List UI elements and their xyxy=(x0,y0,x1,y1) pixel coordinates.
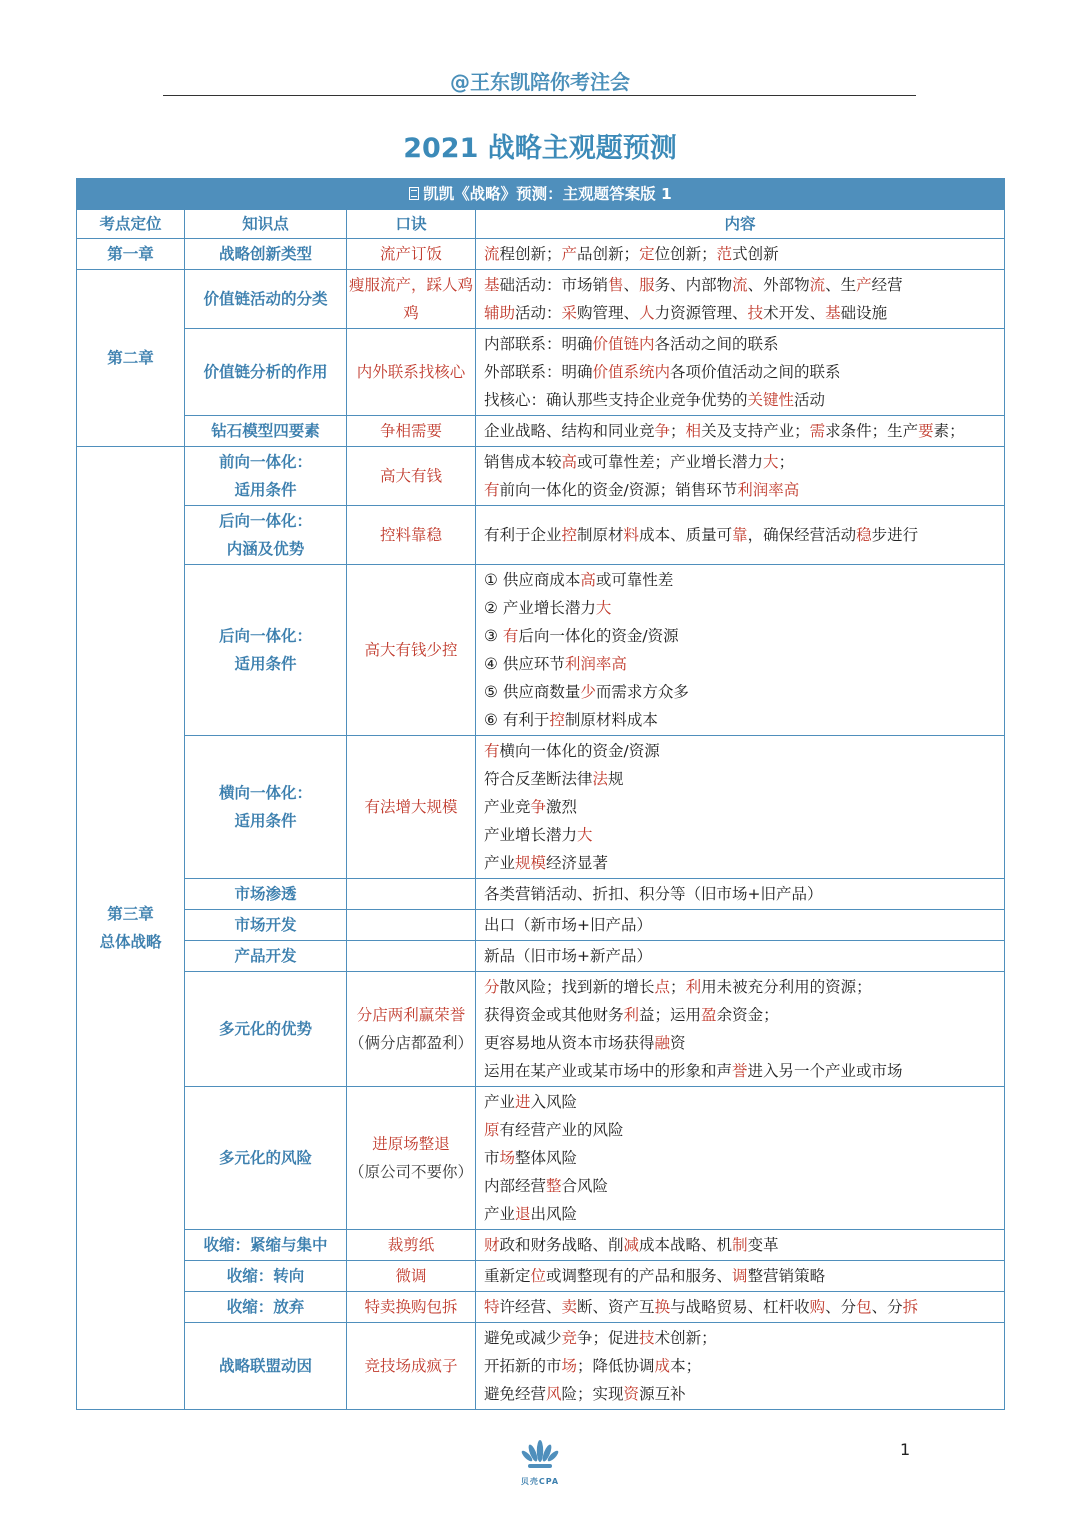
logo-text: 贝壳CPA xyxy=(520,1477,560,1486)
mnemonic-cell xyxy=(347,1087,476,1230)
content-line: ① 供应商成本高或可靠性差 xyxy=(484,571,674,589)
content-cell xyxy=(476,1323,1005,1410)
content-cell xyxy=(476,972,1005,1087)
mnemonic-cell xyxy=(347,941,476,972)
mnemonic-cell: 瘦服流产，踩人鸡鸡 xyxy=(347,270,476,329)
content-line: 基础活动：市场销售、服务、内部物流、外部物流、生产经营 xyxy=(484,276,903,294)
shell-logo-icon xyxy=(520,1438,560,1470)
topic-cell xyxy=(185,506,347,565)
topic-cell: 战略联盟动因 xyxy=(185,1323,347,1410)
chapter-cell: 第二章 xyxy=(77,270,185,447)
mnemonic-cell xyxy=(347,879,476,910)
mnemonic-text: 进原场整退 xyxy=(372,1135,450,1153)
chapter-cell xyxy=(77,447,185,1410)
content-line: ⑥ 有利于控制原材料成本 xyxy=(484,711,658,729)
mnemonic-cell: 高大有钱 xyxy=(347,447,476,506)
content-cell xyxy=(476,506,1005,565)
content-cell xyxy=(476,1230,1005,1261)
table-caption xyxy=(77,179,1005,210)
content-line: 产业进入风险 xyxy=(484,1093,578,1111)
content-line: 外部联系：明确价值系统内各项价值活动之间的联系 xyxy=(484,363,841,381)
content-cell xyxy=(476,736,1005,879)
table-row xyxy=(77,1292,1005,1323)
mnemonic-cell xyxy=(347,910,476,941)
topic-cell: 产品开发 xyxy=(185,941,347,972)
prediction-table xyxy=(76,178,1005,1410)
topic-cell: 收缩：紧缩与集中 xyxy=(185,1230,347,1261)
content-line: ④ 供应环节利润率高 xyxy=(484,655,627,673)
topic-cell: 价值链分析的作用 xyxy=(185,329,347,416)
topic-cell: 市场开发 xyxy=(185,910,347,941)
content-cell xyxy=(476,447,1005,506)
content-line: ③ 有后向一体化的资金/资源 xyxy=(484,627,679,645)
content-cell xyxy=(476,329,1005,416)
mnemonic-cell: 流产订饭 xyxy=(347,239,476,270)
topic-cell xyxy=(185,736,347,879)
header-divider xyxy=(163,95,916,96)
content-line: 内部联系：明确价值链内各活动之间的联系 xyxy=(484,335,779,353)
content-line: ⑤ 供应商数量少而需求方众多 xyxy=(484,683,689,701)
mnemonic-cell: 内外联系找核心 xyxy=(347,329,476,416)
content-line: 辅助活动：采购管理、人力资源管理、技术开发、基础设施 xyxy=(484,304,888,322)
column-header: 考点定位 xyxy=(77,210,185,239)
content-cell xyxy=(476,565,1005,736)
table-row xyxy=(77,565,1005,736)
table-row xyxy=(77,329,1005,416)
mnemonic-cell: 有法增大规模 xyxy=(347,736,476,879)
content-line: 原有经营产业的风险 xyxy=(484,1121,624,1139)
shell-logo xyxy=(514,1438,566,1487)
mnemonic-text: 分店两利赢荣誉 xyxy=(356,1006,466,1024)
topic-cell: 钻石模型四要素 xyxy=(185,416,347,447)
content-line: 符合反垄断法律法规 xyxy=(484,770,624,788)
content-line: 内部经营整合风险 xyxy=(484,1177,609,1195)
content-line: 财政和财务战略、削减成本战略、机制变革 xyxy=(484,1236,779,1254)
column-header: 内容 xyxy=(476,210,1005,239)
content-line: 有前向一体化的资金/资源；销售环节利润率高 xyxy=(484,481,800,499)
table-caption-text: 凯凯《战略》预测：主观题答案版 1 xyxy=(423,185,672,203)
mnemonic-cell: 特卖换购包拆 xyxy=(347,1292,476,1323)
author-header: @王东凯陪你考注会 xyxy=(450,70,630,94)
topic-cell: 市场渗透 xyxy=(185,879,347,910)
mnemonic-cell: 控料靠稳 xyxy=(347,506,476,565)
topic-line: 后向一体化： xyxy=(218,512,312,530)
content-line: 更容易地从资本市场获得融资 xyxy=(484,1034,686,1052)
chapter-cell: 第一章 xyxy=(77,239,185,270)
content-line: 开拓新的市场；降低协调成本； xyxy=(484,1357,702,1375)
chapter-subtitle: 总体战略 xyxy=(99,933,162,951)
mnemonic-cell: 竞技场成疯子 xyxy=(347,1323,476,1410)
topic-line: 适用条件 xyxy=(234,481,297,499)
table-row xyxy=(77,270,1005,329)
table-row xyxy=(77,910,1005,941)
page-number: 1 xyxy=(900,1440,911,1459)
topic-cell: 收缩：转向 xyxy=(185,1261,347,1292)
mnemonic-cell: 高大有钱少控 xyxy=(347,565,476,736)
topic-cell: 价值链活动的分类 xyxy=(185,270,347,329)
topic-line: 前向一体化： xyxy=(218,453,312,471)
content-cell xyxy=(476,1087,1005,1230)
table-row xyxy=(77,1261,1005,1292)
content-cell xyxy=(476,879,1005,910)
document-title: 2021 战略主观题预测 xyxy=(403,133,677,164)
mnemonic-note: （原公司不要你） xyxy=(348,1163,473,1181)
topic-cell: 多元化的优势 xyxy=(185,972,347,1087)
content-cell xyxy=(476,416,1005,447)
topic-line: 适用条件 xyxy=(234,655,297,673)
content-line: 重新定位或调整现有的产品和服务、调整营销策略 xyxy=(484,1267,826,1285)
content-line: 出口（新市场+旧产品） xyxy=(484,916,652,934)
topic-line: 适用条件 xyxy=(234,812,297,830)
content-line: 找核心：确认那些支持企业竞争优势的关键性活动 xyxy=(484,391,826,409)
chapter-label: 第三章 xyxy=(107,905,154,923)
topic-line: 内涵及优势 xyxy=(226,540,305,558)
content-cell xyxy=(476,910,1005,941)
topic-cell xyxy=(185,447,347,506)
topic-cell xyxy=(185,565,347,736)
content-line: 分散风险；找到新的增长点；利用未被充分利用的资源； xyxy=(484,978,872,996)
table-row xyxy=(77,1323,1005,1410)
column-header: 知识点 xyxy=(185,210,347,239)
content-line: 产业退出风险 xyxy=(484,1205,578,1223)
content-line: 流程创新；产品创新；定位创新；范式创新 xyxy=(484,245,779,263)
topic-cell: 战略创新类型 xyxy=(185,239,347,270)
content-cell xyxy=(476,239,1005,270)
table-row xyxy=(77,736,1005,879)
content-cell xyxy=(476,1261,1005,1292)
table-row xyxy=(77,879,1005,910)
topic-cell: 多元化的风险 xyxy=(185,1087,347,1230)
table-caption-row xyxy=(77,179,1005,210)
mnemonic-cell: 裁剪纸 xyxy=(347,1230,476,1261)
column-header: 口诀 xyxy=(347,210,476,239)
content-line: 新品（旧市场+新产品） xyxy=(484,947,652,965)
content-line: 销售成本较高或可靠性差；产业增长潜力大； xyxy=(484,453,795,471)
content-cell xyxy=(476,270,1005,329)
content-line: 产业规模经济显著 xyxy=(484,854,609,872)
content-line: 各类营销活动、折扣、积分等（旧市场+旧产品） xyxy=(484,885,823,903)
content-line: ② 产业增长潜力大 xyxy=(484,599,612,617)
content-line: 运用在某产业或某市场中的形象和声誉进入另一个产业或市场 xyxy=(484,1062,903,1080)
content-line: 有利于企业控制原材料成本、质量可靠，确保经营活动稳步进行 xyxy=(484,526,919,544)
content-line: 市场整体风险 xyxy=(484,1149,578,1167)
table-row xyxy=(77,1087,1005,1230)
content-line: 有横向一体化的资金/资源 xyxy=(484,742,660,760)
topic-line: 横向一体化： xyxy=(218,784,312,802)
table-header-row xyxy=(77,210,1005,239)
mnemonic-note: （俩分店都盈利） xyxy=(348,1034,473,1052)
table-row xyxy=(77,447,1005,506)
mnemonic-cell xyxy=(347,972,476,1087)
table-row xyxy=(77,941,1005,972)
content-line: 避免或减少竞争；促进技术创新； xyxy=(484,1329,717,1347)
content-cell xyxy=(476,941,1005,972)
table-row xyxy=(77,416,1005,447)
mnemonic-cell: 微调 xyxy=(347,1261,476,1292)
topic-cell: 收缩：放弃 xyxy=(185,1292,347,1323)
table-row xyxy=(77,972,1005,1087)
table-row xyxy=(77,506,1005,565)
table-row xyxy=(77,239,1005,270)
document-icon xyxy=(409,187,419,200)
content-line: 特许经营、卖断、资产互换与战略贸易、杠杆收购、分包、分拆 xyxy=(484,1298,919,1316)
content-cell xyxy=(476,1292,1005,1323)
content-line: 产业增长潜力大 xyxy=(484,826,593,844)
content-line: 避免经营风险；实现资源互补 xyxy=(484,1385,686,1403)
table-row xyxy=(77,1230,1005,1261)
topic-line: 后向一体化： xyxy=(218,627,312,645)
content-line: 获得资金或其他财务利益；运用盈余资金； xyxy=(484,1006,779,1024)
content-line: 产业竞争激烈 xyxy=(484,798,578,816)
mnemonic-cell: 争相需要 xyxy=(347,416,476,447)
content-line: 企业战略、结构和同业竞争；相关及支持产业；需求条件；生产要素； xyxy=(484,422,965,440)
